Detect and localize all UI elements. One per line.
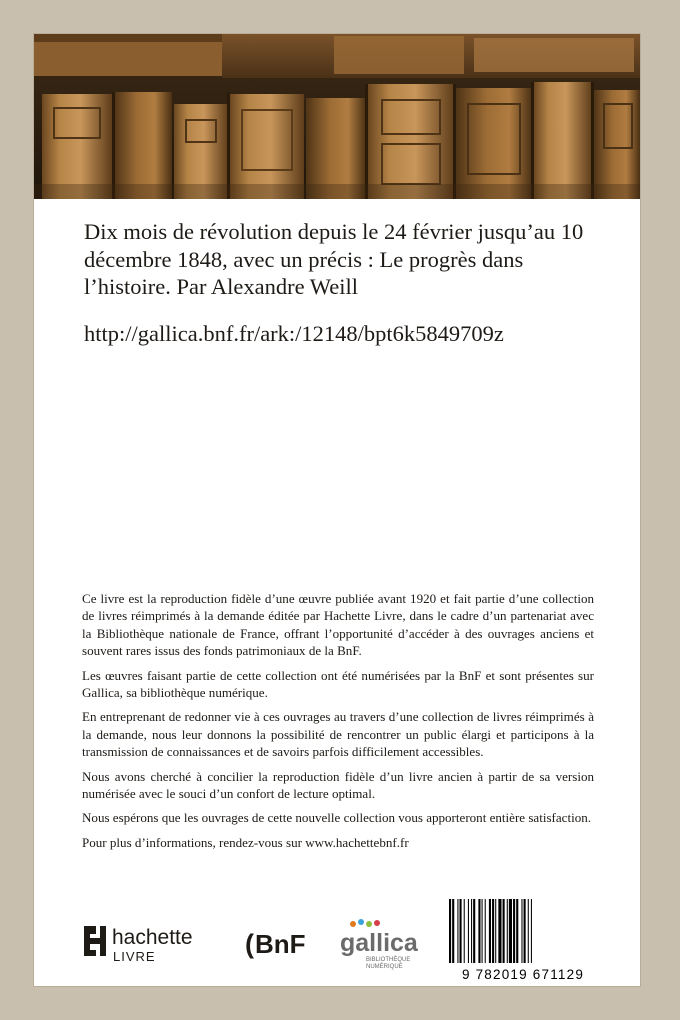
barcode-bar [482,899,483,963]
book-title: Dix mois de révolution depuis le 24 février jusqu’au 10 décembre 1848, avec un précis : Le progrès dans l’histoire. Par Alexandre Weill [84,219,584,299]
barcode-bar [460,899,462,963]
barcode-bar [495,899,496,963]
barcode-bar [464,899,465,963]
blurb-paragraph: Ce livre est la reproduction fidèle d’une œuvre publiée avant 1920 et fait partie d’une collection de livres réimprimés à la demande éditée par Hachette Livre, dans le cadre d’un partenariat avec la Bibliothèque nationale de France, offrant l’opportunité d’accéder à des ouvrages anciens et souvent rares issus des fonds patrimoniaux de la BnF. [82,591,594,659]
barcode-bar [521,899,522,963]
barcode-bar [528,899,529,963]
barcode-bar [492,899,494,963]
gallica-subtitle-2: NUMÉRIQUE [366,964,403,970]
barcode-bar [531,899,532,963]
barcode-bar [507,899,508,963]
gallica-logo [340,919,419,970]
hachette-livre-logo [84,926,193,964]
barcode-bar [473,899,475,963]
isbn-digits: 9 782019 671129 [461,967,585,982]
barcode-bar [471,899,472,963]
blurb-paragraph: Nous avons cherché à concilier la reproduction fidèle d’un livre ancien à partir de sa version numérisée avec le souci d’un confort de lecture optimal. [82,768,594,802]
barcode-bar [498,899,501,963]
barcode-bar [485,899,486,963]
gallica-subtitle-1: BIBLIOTHÈQUE [366,957,411,963]
livre-wordmark: LIVRE [113,949,156,964]
barcode-bar [509,899,512,963]
gallica-wordmark: gallica [340,929,418,957]
barcode-bar [524,899,526,963]
barcode-bar [457,899,458,963]
publisher-logos [82,914,422,974]
barcode-bar [468,899,469,963]
book-back-cover [34,34,640,986]
book-spines-banner-image [34,34,640,199]
barcode-bar [478,899,480,963]
barcode-bar [449,899,451,963]
barcode-bar [503,899,505,963]
gallica-url: http://gallica.bnf.fr/ark:/12148/bpt6k5849709z [84,321,504,346]
hachette-wordmark: hachette [112,926,193,949]
blurb-paragraph: En entreprenant de redonner vie à ces ouvrages au travers d’une collection de livres réimprimés à la demande, nous leur donnons la possibilité de rencontrer un public élargi et participons à la transmission de connaissances et de savoirs parfois difficilement accessibles. [82,709,594,760]
isbn-barcode [439,897,607,983]
barcode-bar [513,899,515,963]
barcode-bar [516,899,518,963]
publisher-blurb [82,590,594,858]
barcode-bar [489,899,491,963]
blurb-paragraph: Nous espérons que les ouvrages de cette nouvelle collection vous apporteront entière satisfaction. [82,810,592,826]
svg-text:(: ( [245,929,254,959]
bnf-wordmark: BnF [255,929,306,959]
blurb-paragraph: Pour plus d’informations, rendez-vous sur www.hachettebnf.fr [82,834,409,850]
bnf-logo [245,929,306,959]
blurb-paragraph: Les œuvres faisant partie de cette collection ont été numérisées par la BnF et sont présentes sur Gallica, sa bibliothèque numérique. [82,667,594,701]
barcode-bar [452,899,454,963]
